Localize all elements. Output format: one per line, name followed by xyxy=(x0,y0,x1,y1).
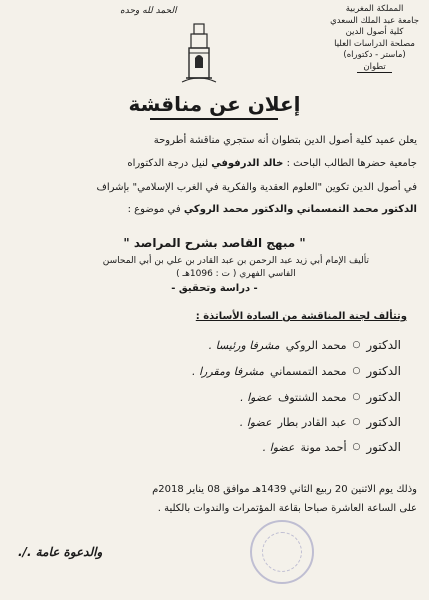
supervisors: الدكتور محمد التمسماني والدكتور محمد الروكي xyxy=(183,204,417,215)
member-title: الدكتور xyxy=(366,415,401,429)
institution-line: جامعة عبد الملك السعدي xyxy=(330,15,419,26)
paragraph-line-2-end: لنيل درجة الدكتوراه xyxy=(127,158,209,169)
bullet-marker: ○ xyxy=(352,340,361,350)
committee-member xyxy=(192,364,401,378)
hamdala: الحمد لله وحده xyxy=(120,6,177,16)
topic-intro: في موضوع : xyxy=(127,204,181,215)
official-stamp xyxy=(250,520,314,584)
member-title: الدكتور xyxy=(366,390,401,404)
member-name: عبد القادر بطار xyxy=(277,415,347,429)
member-title: الدكتور xyxy=(366,364,401,378)
institution-line: مصلحة الدراسات العليا xyxy=(334,38,415,49)
paragraph-line-2-start: جامعية حضرها الطالب الباحث : xyxy=(286,158,417,169)
committee-member xyxy=(209,338,401,352)
bullet-marker: ○ xyxy=(352,392,361,402)
date-line-2: على الساعة العاشرة صباحا بقاعة المؤتمرات والندوات بالكلية . xyxy=(157,503,417,514)
author-line-2: الفاسي الفهري ( ت : 1096هـ ) xyxy=(176,269,296,279)
student-name: خالد الدرفوفي xyxy=(211,158,284,169)
paragraph-line-2 xyxy=(127,157,417,171)
member-role: مشرفا ورئيسا . xyxy=(208,338,280,352)
institution-line: تطوان xyxy=(357,62,391,73)
university-logo xyxy=(178,22,220,86)
paragraph-line-1: يعلن عميد كلية أصول الدين بتطوان أنه ستجري مناقشة أطروحة xyxy=(153,135,417,146)
member-role: عضوا . xyxy=(240,390,272,404)
author-block xyxy=(103,255,369,281)
member-role: عضوا . xyxy=(262,440,295,454)
book-title: " مبهج القاصد بشرح المراصد " xyxy=(123,236,306,250)
member-name: محمد الشنتوف xyxy=(277,390,347,404)
bullet-marker: ○ xyxy=(352,366,361,376)
member-name: محمد الروكي xyxy=(285,338,347,352)
member-role: عضوا . xyxy=(239,415,272,429)
bullet-marker: ○ xyxy=(352,417,361,427)
committee-intro: وتتألف لجنة المناقشة من السادة الأساتذة : xyxy=(195,311,407,322)
member-role: مشرفا ومقررا . xyxy=(191,364,265,378)
study-label: - دراسة وتحقيق - xyxy=(171,283,258,294)
bullet-marker: ○ xyxy=(352,442,361,452)
invitation-text: والدعوة عامة ./. xyxy=(18,545,103,559)
institution-line: (ماستر - دكتوراه) xyxy=(343,50,406,60)
paragraph-line-4 xyxy=(128,203,417,217)
date-line-1: وذلك يوم الاثنين 20 ربيع الثاني 1439هـ موافق 08 يناير 2018م xyxy=(152,484,417,495)
institution-line: المملكة المغربية xyxy=(345,4,404,14)
institution-line: كلية أصول الدين xyxy=(345,27,404,37)
committee-member xyxy=(240,415,401,429)
member-name: محمد التمسماني xyxy=(270,364,347,378)
committee-member xyxy=(240,390,401,404)
institution-block xyxy=(330,4,419,73)
page-title: إعلان عن مناقشة xyxy=(128,92,301,116)
member-name: أحمد مونة xyxy=(300,440,347,454)
author-line-1: تأليف الإمام أبي زيد عبد الرحمن بن عبد القادر بن علي بن أبي المحاسن xyxy=(102,256,369,266)
committee-member xyxy=(263,440,401,454)
paragraph-line-3: في أصول الدين تكوين "العلوم العقدية والفكرية في الغرب الإسلامي" بإشراف xyxy=(96,182,417,193)
member-title: الدكتور xyxy=(366,338,401,352)
member-title: الدكتور xyxy=(366,440,401,454)
title-underline xyxy=(150,118,278,120)
